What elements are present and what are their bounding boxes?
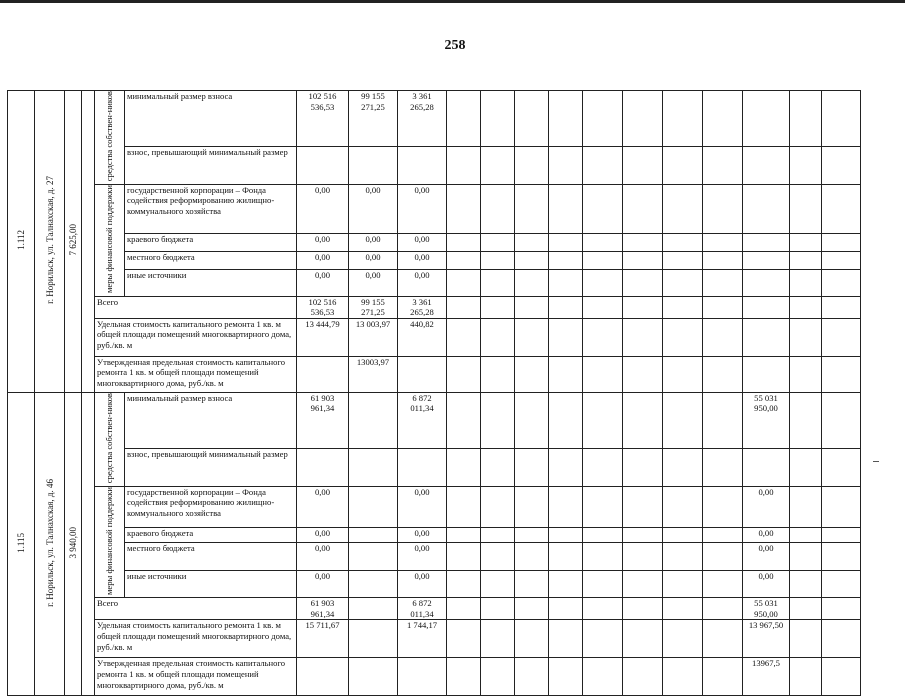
limit-cost-value: [743, 356, 790, 392]
row-label: иные источники: [125, 269, 297, 296]
building-area: 7 625,00: [68, 224, 78, 256]
building-address: г. Норильск, ул. Талнахская, д. 46: [44, 478, 55, 607]
row-label: минимальный размер взноса: [125, 91, 297, 147]
value-cell: [398, 147, 447, 185]
value-cell: 0,00: [297, 184, 349, 233]
total-value: 102 516 536,53: [297, 296, 349, 318]
value-cell: [349, 570, 398, 598]
value-cell: [349, 527, 398, 542]
value-cell: 0,00: [743, 543, 790, 571]
unit-cost-value: 13 003,97: [349, 318, 398, 356]
value-cell: 0,00: [297, 543, 349, 571]
table-row: [8, 570, 861, 598]
table-row: [8, 658, 861, 696]
row-label: взнос, превышающий минимальный размер: [125, 449, 297, 487]
scan-mark: [873, 461, 879, 462]
value-cell: 6 872 011,34: [398, 392, 447, 448]
value-cell: [349, 392, 398, 448]
value-cell: [743, 184, 790, 233]
support-label: меры финансовой поддержки: [103, 486, 114, 595]
limit-cost-value: [398, 658, 447, 696]
row-label: взнос, превышающий минимальный размер: [125, 147, 297, 185]
table-row: [8, 91, 861, 147]
value-cell: 0,00: [398, 251, 447, 269]
value-cell: [743, 251, 790, 269]
value-cell: [349, 147, 398, 185]
total-value: 6 872 011,34: [398, 598, 447, 620]
row-label: государственной корпорации – Фонда содействия реформированию жилищно-коммунального хозяйства: [125, 486, 297, 527]
table-row: [8, 620, 861, 658]
row-label: краевого бюджета: [125, 527, 297, 542]
value-cell: [349, 449, 398, 487]
limit-cost-label: Утвержденная предельная стоимость капитального ремонта 1 кв. м общей площади помещений многоквартирного дома, руб./кв. м: [95, 658, 297, 696]
value-cell: [743, 449, 790, 487]
limit-cost-value: 13967,5: [743, 658, 790, 696]
value-cell: 0,00: [349, 184, 398, 233]
limit-cost-value: [349, 658, 398, 696]
table-row: [8, 598, 861, 620]
blank-vertical-cell: [82, 91, 95, 393]
row-label: иные источники: [125, 570, 297, 598]
value-cell: 0,00: [349, 234, 398, 252]
address-cell: [35, 91, 65, 393]
area-cell: [65, 91, 82, 393]
record-id-cell: [8, 91, 35, 393]
value-cell: 0,00: [398, 527, 447, 542]
total-value: [743, 296, 790, 318]
row-label: местного бюджета: [125, 543, 297, 571]
limit-cost-value: [297, 658, 349, 696]
value-cell: 102 516 536,53: [297, 91, 349, 147]
value-cell: [349, 543, 398, 571]
total-value: 55 031 950,00: [743, 598, 790, 620]
building-area: 3 940,00: [68, 527, 78, 559]
table-row: [8, 486, 861, 527]
value-cell: [743, 147, 790, 185]
table-row: [8, 184, 861, 233]
table-row: [8, 356, 861, 392]
value-cell: 0,00: [743, 486, 790, 527]
value-cell: 0,00: [349, 269, 398, 296]
support-label: меры финансовой поддержки: [103, 184, 114, 293]
value-cell: 0,00: [297, 234, 349, 252]
total-value: 3 361 265,28: [398, 296, 447, 318]
record-id: 1.115: [16, 532, 26, 553]
value-cell: [743, 269, 790, 296]
owner-funds-group-cell: [95, 392, 125, 486]
value-cell: 0,00: [297, 486, 349, 527]
row-label: местного бюджета: [125, 251, 297, 269]
value-cell: 3 361 265,28: [398, 91, 447, 147]
value-cell: [743, 234, 790, 252]
row-label: краевого бюджета: [125, 234, 297, 252]
owner-funds-group-cell: [95, 91, 125, 185]
unit-cost-label: Удельная стоимость капитального ремонта 1 кв. м общей площади помещений многоквартирного дома, руб./кв. м: [95, 318, 297, 356]
record-id: 1.112: [16, 230, 26, 251]
total-label: Всего: [95, 598, 297, 620]
value-cell: 0,00: [398, 234, 447, 252]
record-id-cell: [8, 392, 35, 696]
area-cell: [65, 392, 82, 696]
value-cell: 0,00: [398, 269, 447, 296]
value-cell: 55 031 950,00: [743, 392, 790, 448]
value-cell: 99 155 271,25: [349, 91, 398, 147]
limit-cost-value: [297, 356, 349, 392]
row-label: государственной корпорации – Фонда содействия реформированию жилищно-коммунального хозяйства: [125, 184, 297, 233]
value-cell: [398, 449, 447, 487]
value-cell: 0,00: [297, 527, 349, 542]
repair-cost-table: [7, 90, 861, 696]
table-row: [8, 234, 861, 252]
unit-cost-value: [743, 318, 790, 356]
table-row: [8, 251, 861, 269]
unit-cost-value: 15 711,67: [297, 620, 349, 658]
unit-cost-value: 1 744,17: [398, 620, 447, 658]
unit-cost-value: 13 444,79: [297, 318, 349, 356]
value-cell: 0,00: [297, 269, 349, 296]
table-row: [8, 318, 861, 356]
value-cell: [743, 91, 790, 147]
page-top-border: [0, 0, 905, 3]
unit-cost-label: Удельная стоимость капитального ремонта 1 кв. м общей площади помещений многоквартирного дома, руб./кв. м: [95, 620, 297, 658]
unit-cost-value: 13 967,50: [743, 620, 790, 658]
page-number: 258: [444, 38, 466, 53]
unit-cost-value: 440,82: [398, 318, 447, 356]
value-cell: 0,00: [398, 184, 447, 233]
total-label: Всего: [95, 296, 297, 318]
building-address: г. Норильск, ул. Талнахская, д. 27: [44, 176, 55, 304]
table-row: [8, 527, 861, 542]
value-cell: 0,00: [398, 570, 447, 598]
total-value: 61 903 961,34: [297, 598, 349, 620]
value-cell: 0,00: [743, 527, 790, 542]
row-label: минимальный размер взноса: [125, 392, 297, 448]
value-cell: 0,00: [398, 486, 447, 527]
value-cell: [297, 147, 349, 185]
table-row: [8, 269, 861, 296]
table-row: [8, 449, 861, 487]
table-row: [8, 296, 861, 318]
table-row: [8, 392, 861, 448]
value-cell: 0,00: [349, 251, 398, 269]
address-cell: [35, 392, 65, 696]
total-value: 99 155 271,25: [349, 296, 398, 318]
table-row: [8, 147, 861, 185]
limit-cost-value: [398, 356, 447, 392]
owner-funds-label: средства собствен-ников: [103, 392, 114, 483]
owner-funds-label: средства собствен-ников: [103, 91, 114, 182]
limit-cost-value: 13003,97: [349, 356, 398, 392]
value-cell: 0,00: [297, 251, 349, 269]
limit-cost-label: Утвержденная предельная стоимость капитального ремонта 1 кв. м общей площади помещений многоквартирного дома, руб./кв. м: [95, 356, 297, 392]
value-cell: 0,00: [743, 570, 790, 598]
unit-cost-value: [349, 620, 398, 658]
support-group-cell: [95, 184, 125, 296]
value-cell: 0,00: [297, 570, 349, 598]
value-cell: 0,00: [398, 543, 447, 571]
table-row: [8, 543, 861, 571]
support-group-cell: [95, 486, 125, 598]
value-cell: 61 903 961,34: [297, 392, 349, 448]
value-cell: [349, 486, 398, 527]
total-value: [349, 598, 398, 620]
value-cell: [297, 449, 349, 487]
blank-vertical-cell: [82, 392, 95, 696]
